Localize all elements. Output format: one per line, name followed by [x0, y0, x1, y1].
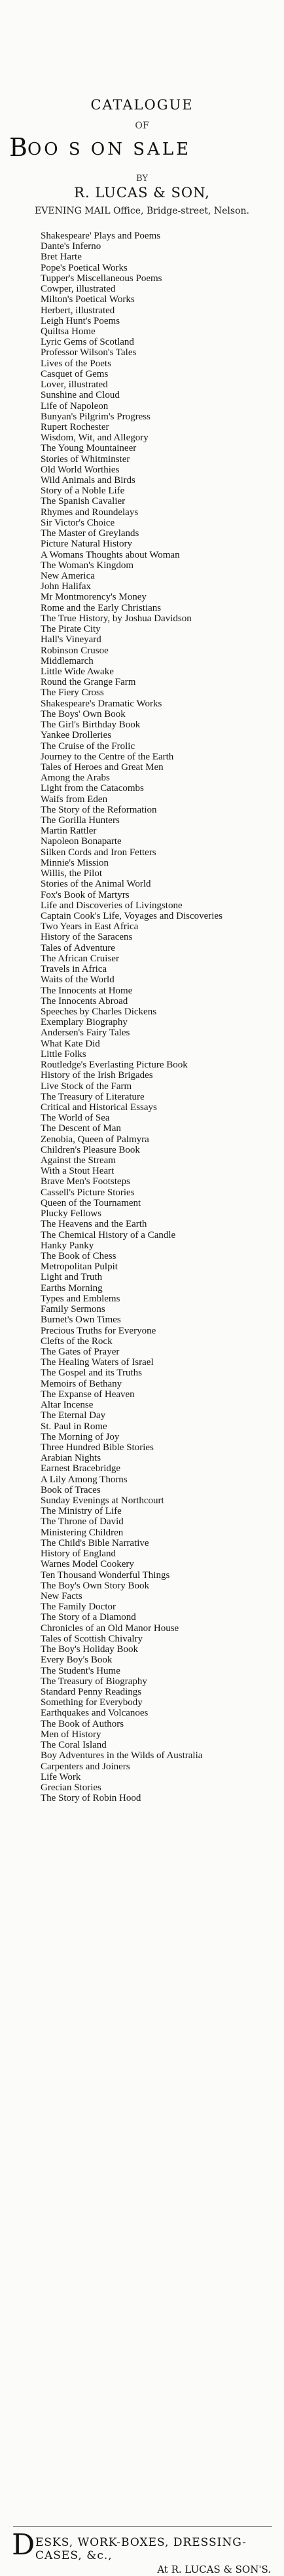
book-title: Herbert, illustrated — [41, 305, 115, 316]
book-title: Andersen's Fairy Tales — [41, 1028, 130, 1039]
book-title: Something for Everybody — [41, 1697, 143, 1708]
book-title: Clefts of the Rock — [41, 1336, 113, 1347]
book-title: Earnest Bracebridge — [41, 1463, 121, 1474]
book-title: A Lily Among Thorns — [41, 1474, 128, 1485]
book-title: Bret Harte — [41, 252, 82, 263]
book-title: Family Sermons — [41, 1304, 105, 1315]
book-title: Little Folks — [41, 1048, 86, 1060]
headline-rest: OO S ON SALE — [27, 140, 192, 159]
book-title: The African Cruiser — [41, 953, 119, 964]
book-title: Minnie's Mission — [41, 857, 109, 868]
book-title: The Ministry of Life — [41, 1506, 122, 1517]
book-title: The Gorilla Hunters — [41, 815, 120, 826]
book-title: Boy Adventures in the Wilds of Australia — [41, 1750, 203, 1761]
book-title: Book of Traces — [41, 1484, 101, 1495]
book-title: Men of History — [41, 1729, 101, 1740]
book-title: The Treasury of Literature — [41, 1091, 145, 1102]
book-title: Warnes Model Cookery — [41, 1559, 134, 1570]
book-title: John Halifax — [41, 581, 92, 592]
book-title: Life and Discoveries of Livingstone — [41, 900, 183, 911]
book-title: Life of Napoleon — [41, 400, 109, 412]
book-title: Earths Morning — [41, 1282, 103, 1294]
book-title: The Story of Robin Hood — [41, 1793, 141, 1804]
book-title: The Spanish Cavalier — [41, 496, 126, 507]
advert-initial: D — [12, 2528, 35, 2562]
book-title: Travels in Africa — [41, 964, 107, 975]
book-title: The Gates of Prayer — [41, 1346, 120, 1357]
book-title: Rupert Rochester — [41, 421, 109, 433]
book-title: St. Paul in Rome — [41, 1421, 107, 1432]
firm-name: R. LUCAS & SON, — [74, 185, 210, 201]
book-title: Life Work — [41, 1771, 81, 1782]
book-title: Stories of the Animal World — [41, 879, 151, 890]
book-title: The Expanse of Heaven — [41, 1389, 135, 1400]
book-title: Willis, the Pilot — [41, 868, 102, 879]
book-title: Captain Cook's Life, Voyages and Discoveries — [41, 911, 222, 921]
book-title: Exemplary Biography — [41, 1017, 128, 1028]
book-title: The Throne of David — [41, 1516, 124, 1528]
book-title: The Girl's Birthday Book — [41, 720, 141, 731]
book-title: Tales of Scottish Chivalry — [41, 1633, 143, 1644]
book-title: The Gospel and its Truths — [41, 1368, 143, 1379]
book-title: The Eternal Day — [41, 1410, 106, 1421]
book-title: Queen of the Tournament — [41, 1197, 141, 1208]
book-title: Routledge's Everlasting Picture Book — [41, 1060, 188, 1071]
book-title: Professor Wilson's Tales — [41, 347, 137, 358]
book-title: Arabian Nights — [41, 1453, 101, 1464]
book-title: Three Hundred Bible Stories — [41, 1442, 154, 1453]
book-title: The Woman's Kingdom — [41, 560, 134, 571]
book-title: The Morning of Joy — [41, 1431, 120, 1442]
book-title: The Innocents Abroad — [41, 995, 128, 1007]
book-title: Yankee Drolleries — [41, 730, 112, 741]
book-title: Wild Animals and Birds — [41, 475, 135, 486]
book-title: Casquet of Gems — [41, 368, 109, 379]
book-title: Silken Cords and Iron Fetters — [41, 847, 156, 858]
book-title: Leigh Hunt's Poems — [41, 315, 120, 326]
book-title: Cassell's Picture Stories — [41, 1187, 135, 1198]
book-title: Fox's Book of Martyrs — [41, 889, 130, 900]
book-title: The Innocents at Home — [41, 985, 133, 996]
book-title: The Boy's Own Story Book — [41, 1580, 150, 1591]
book-title: The Student's Hume — [41, 1665, 120, 1676]
book-title: History of the Irish Brigades — [41, 1070, 153, 1081]
book-title: Cowper, illustrated — [41, 284, 116, 295]
book-title: The Fiery Cross — [41, 687, 104, 699]
book-title: Lover, illustrated — [41, 379, 108, 391]
book-title: Old World Worthies — [41, 464, 120, 475]
book-title: Critical and Historical Essays — [41, 1102, 157, 1113]
book-title: Brave Men's Footsteps — [41, 1176, 130, 1187]
book-title: The Family Doctor — [41, 1602, 116, 1613]
catalogue-heading: CATALOGUE — [90, 97, 194, 113]
book-title: Middlemarch — [41, 655, 94, 666]
book-title: Shakespeare's Dramatic Works — [41, 698, 162, 709]
book-title: Martin Rattler — [41, 826, 97, 837]
book-title: Rome and the Early Christians — [41, 602, 162, 613]
book-title: Waifs from Eden — [41, 794, 108, 805]
book-title: Stories of Whitminster — [41, 453, 130, 465]
book-title: The True History, by Joshua Davidson — [41, 613, 192, 624]
book-title: Shakespeare' Plays and Poems — [41, 231, 161, 241]
book-title: The Child's Bible Narrative — [41, 1537, 149, 1548]
book-title: Sunshine and Cloud — [41, 390, 120, 401]
book-title: History of England — [41, 1548, 116, 1560]
book-title: Speeches by Charles Dickens — [41, 1006, 157, 1017]
book-title: Light and Truth — [41, 1272, 103, 1283]
book-title: The Young Mountaineer — [41, 443, 137, 454]
book-title: Among the Arabs — [41, 773, 110, 784]
book-title: Every Boy's Book — [41, 1655, 113, 1666]
book-title: Wisdom, Wit, and Allegory — [41, 433, 149, 444]
book-title: Ministering Children — [41, 1527, 124, 1538]
book-title: Tales of Heroes and Great Men — [41, 761, 164, 773]
book-title: Pope's Poetical Works — [41, 262, 128, 273]
book-title: Lyric Gems of Scotland — [41, 337, 134, 348]
advert-line-1: ESKS, WORK-BOXES, DRESSING- — [35, 2536, 247, 2549]
book-title: Two Years in East Africa — [41, 921, 139, 932]
book-title: Bunyan's Pilgrim's Progress — [41, 411, 151, 422]
book-title: Plucky Fellows — [41, 1208, 101, 1220]
book-title: The Coral Island — [41, 1740, 107, 1751]
book-title: Tupper's Miscellaneous Poems — [41, 273, 162, 284]
book-title: Robinson Crusoe — [41, 645, 109, 656]
headline-initial: B — [9, 133, 27, 162]
book-title: Light from the Catacombs — [41, 783, 144, 794]
book-title: New Facts — [41, 1591, 82, 1602]
book-list — [41, 231, 279, 1803]
heading-of: OF — [135, 121, 149, 131]
books-on-sale-headline — [9, 135, 280, 160]
book-title: The Boy's Holiday Book — [41, 1644, 138, 1655]
book-title: The Healing Waters of Israel — [41, 1357, 154, 1368]
book-title: Ten Thousand Wonderful Things — [41, 1569, 170, 1581]
book-title: Sunday Evenings at Northcourt — [41, 1495, 164, 1507]
book-title: The Pirate City — [41, 624, 101, 635]
book-title: Mr Montmorency's Money — [41, 592, 147, 603]
book-title: Milton's Poetical Works — [41, 294, 135, 305]
book-title: Lives of the Poets — [41, 358, 111, 369]
book-title: Altar Incense — [41, 1400, 94, 1411]
book-title: The Chemical History of a Candle — [41, 1229, 176, 1240]
book-title: What Kate Did — [41, 1038, 100, 1049]
book-title: Children's Pleasure Book — [41, 1144, 140, 1155]
book-title: The Heavens and the Earth — [41, 1219, 147, 1230]
book-title: Precious Truths for Everyone — [41, 1325, 156, 1336]
heading-by: BY — [136, 174, 148, 183]
book-title: Hanky Panky — [41, 1240, 94, 1251]
book-title: Rhymes and Roundelays — [41, 507, 139, 518]
book-title: Dante's Inferno — [41, 241, 101, 252]
book-title: The Master of Greylands — [41, 528, 139, 539]
book-title: History of the Saracens — [41, 932, 133, 943]
book-title: Tales of Adventure — [41, 942, 115, 953]
book-title: The Descent of Man — [41, 1123, 121, 1134]
book-title: Grecian Stories — [41, 1782, 101, 1793]
book-title: Burnet's Own Times — [41, 1315, 121, 1326]
book-title: Live Stock of the Farm — [41, 1081, 132, 1092]
book-title: The World of Sea — [41, 1113, 110, 1124]
book-title: The Cruise of the Frolic — [41, 740, 135, 752]
book-title: The Treasury of Biography — [41, 1676, 147, 1687]
book-title: A Womans Thoughts about Woman — [41, 549, 180, 560]
book-title: The Book of Authors — [41, 1718, 124, 1729]
book-title: Carpenters and Joiners — [41, 1761, 130, 1772]
book-title: Zenobia, Queen of Palmyra — [41, 1134, 149, 1145]
book-title: Against the Stream — [41, 1155, 116, 1166]
firm-address: EVENING MAIL Office, Bridge-street, Nelson. — [35, 206, 249, 216]
book-title: Journey to the Centre of the Earth — [41, 751, 174, 762]
column-divider — [13, 2526, 272, 2527]
book-title: Types and Emblems — [41, 1293, 120, 1304]
book-title: Hall's Vineyard — [41, 634, 101, 645]
book-title: Earthquakes and Volcanoes — [41, 1708, 149, 1719]
advert-line-2: CASES, &c., — [35, 2549, 113, 2562]
book-title: The Story of a Diamond — [41, 1612, 136, 1623]
book-title: With a Stout Heart — [41, 1166, 115, 1177]
book-title: Napoleon Bonaparte — [41, 836, 122, 847]
book-title: New America — [41, 571, 95, 581]
book-title: Round the Grange Farm — [41, 677, 136, 688]
book-title: The Story of the Reformation — [41, 804, 157, 815]
advert-seller: At R. LUCAS & SON'S. — [157, 2564, 271, 2575]
book-title: Metropolitan Pulpit — [41, 1261, 118, 1273]
book-title: Waits of the World — [41, 974, 115, 986]
book-title: Chronicles of an Old Manor House — [41, 1623, 179, 1634]
book-title: Memoirs of Bethany — [41, 1378, 122, 1389]
book-title: Little Wide Awake — [41, 666, 114, 677]
book-title: Sir Victor's Choice — [41, 517, 115, 528]
book-title: Quiltsa Home — [41, 326, 96, 337]
book-title: Picture Natural History — [41, 539, 132, 550]
book-title: The Book of Chess — [41, 1251, 116, 1261]
book-title: Standard Penny Readings — [41, 1686, 142, 1697]
book-title: The Boys' Own Book — [41, 708, 126, 720]
book-title: Story of a Noble Life — [41, 486, 125, 497]
